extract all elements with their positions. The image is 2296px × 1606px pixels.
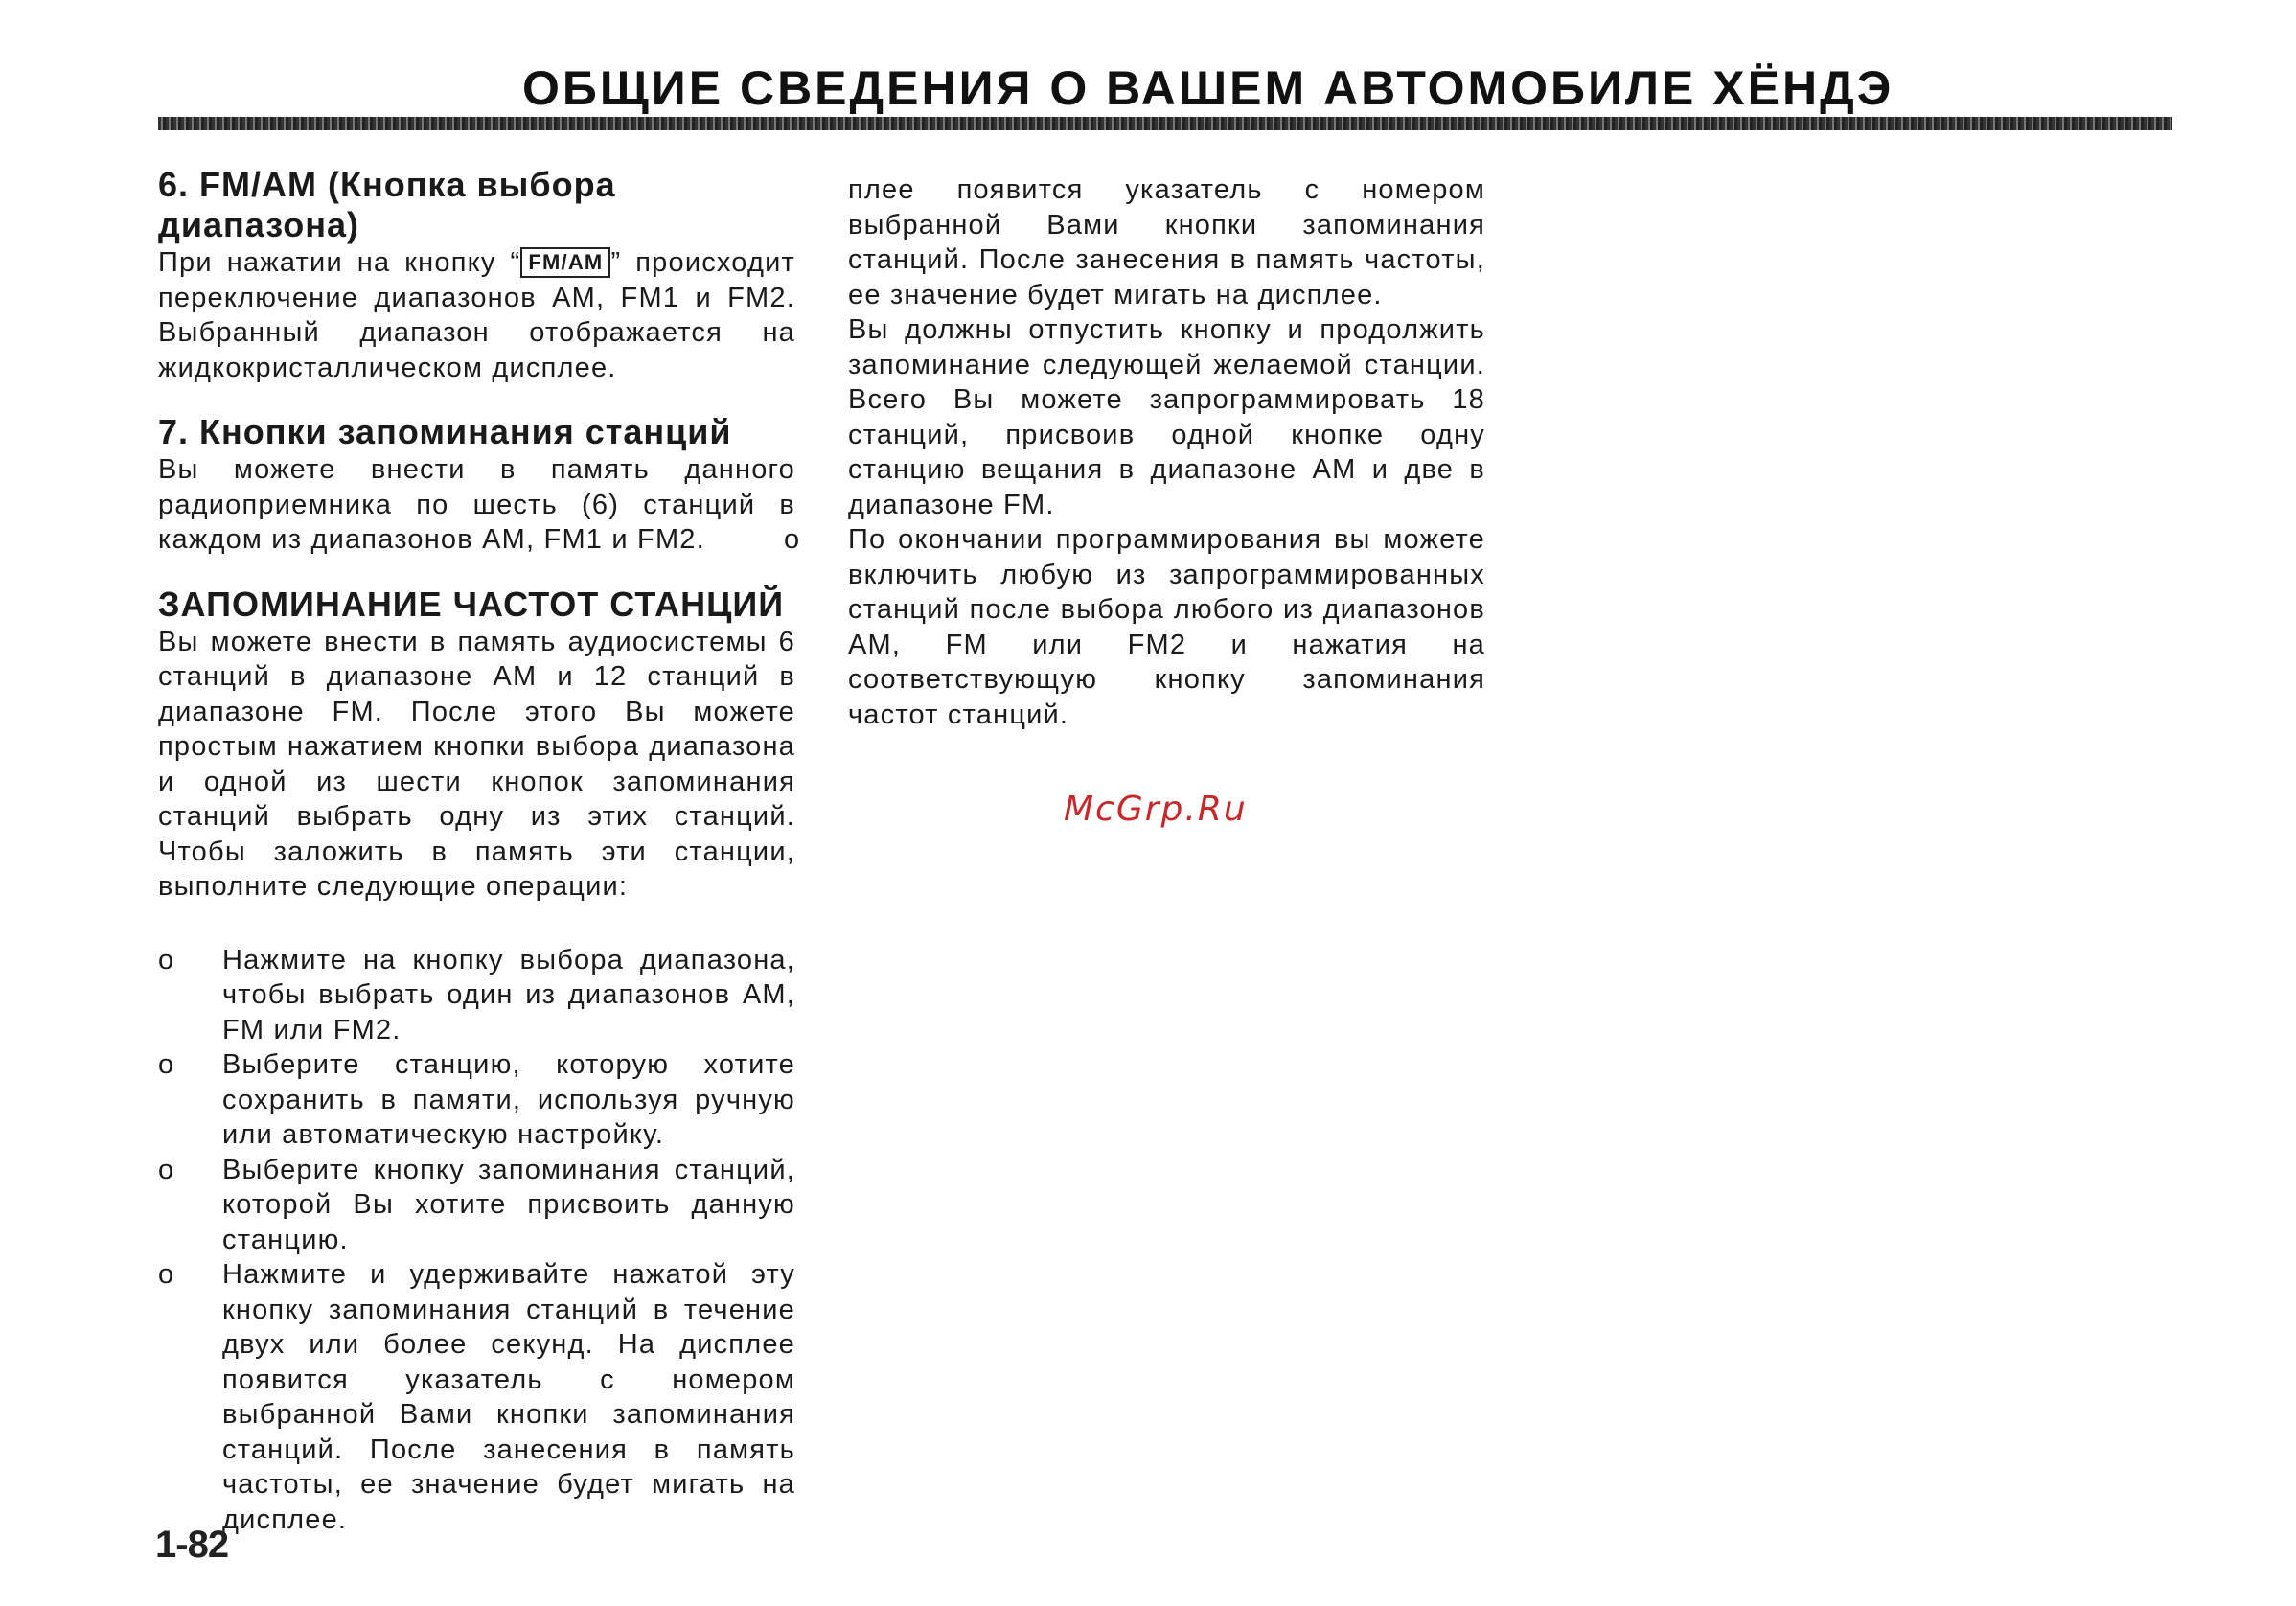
bullet: o	[158, 1259, 175, 1290]
bullet: o	[158, 1154, 175, 1185]
bullet: o	[784, 524, 801, 555]
section-text-memory: Вы можете внести в память аудиосистемы 6 станций в диапазоне AM и 12 станций в диапазоне FM. После этого Вы можете простым нажатием кнопки выбора диапазона и одной из шести кнопок запоминания станций выбрать одну из этих станций. Чтобы заложить в память эти станции, выполните следующие операции:	[158, 626, 795, 902]
section-text-preset: Вы можете внести в память данного радиоприемника по шесть (6) станций в каждом из диапазонов AM, FM1 и FM2.	[158, 454, 795, 555]
section-memory	[158, 585, 795, 1538]
release-button-text: Вы должны отпустить кнопку и продолжить запоминание следующей желаемой станции. Всего Вы можете запрограммировать 18 станций, присвоив одной кнопке одну станцию вещания в диапазоне AM и две в диапазоне FM.	[848, 314, 1485, 520]
section-heading-memory: ЗАПОМИНАНИЕ ЧАСТОТ СТАНЦИЙ	[158, 584, 785, 624]
watermark: McGrp.Ru	[1064, 790, 1248, 829]
list-item	[158, 1047, 795, 1153]
left-column	[158, 165, 795, 1564]
fm-am-button-label: FM/AM	[520, 247, 610, 278]
text-before-button: При нажатии на кнопку “	[158, 247, 521, 278]
list-item-text: Нажмите на кнопку выбора диапазона, чтобы выбрать один из диапазонов AM, FM или FM2.	[222, 944, 795, 1045]
section-text-fm-am	[158, 245, 795, 385]
bullet: o	[158, 1049, 175, 1080]
list-item-text: Выберите станцию, которую хотите сохранить в памяти, используя ручную или автоматическую настройку.	[222, 1049, 795, 1150]
section-fm-am	[158, 165, 795, 385]
page-title: ОБЩИЕ СВЕДЕНИЯ О ВАШЕМ АВТОМОБИЛЕ ХЁНДЭ	[522, 61, 1894, 115]
list-item	[158, 1257, 795, 1537]
page-number: 1-82	[155, 1524, 229, 1566]
list-item	[784, 522, 1485, 732]
memory-steps-list	[158, 943, 795, 1538]
list-item	[158, 1153, 795, 1258]
list-item	[158, 943, 795, 1048]
section-heading-preset: 7. Кнопки запоминания станций	[158, 412, 732, 451]
right-column	[784, 172, 1485, 732]
list-item-text: Выберите кнопку запоминания станций, которой Вы хотите присвоить данную станцию.	[222, 1154, 795, 1255]
continued-text: плее появится указатель с номером выбранной Вами кнопки запоминания станций. После занесения в память частоты, ее значение будет мигать на дисплее.	[848, 174, 1485, 310]
header-rule	[158, 117, 2172, 130]
list-item-text: Нажмите и удерживайте нажатой эту кнопку запоминания станций в течение двух или более секунд. На дисплее появится указатель с номером выбранной Вами кнопки запоминания станций. После занесения в память частоты, ее значение будет мигать на дисплее.	[222, 1259, 795, 1535]
section-preset-buttons	[158, 412, 795, 558]
text-after-button: ” происходит переключение диапазонов AM, FM1 и FM2. Выбранный диапазон отображается на жидкокристаллическом дисплее.	[158, 247, 795, 383]
bullet: o	[158, 944, 175, 975]
section-heading-fm-am: 6. FM/AM (Кнопка выбора диапазона)	[158, 165, 616, 244]
list-item-text: По окончании программирования вы можете включить любую из запрограммированных станций после выбора любого из диапазонов AM, FM или FM2 и нажатия на соответствующую кнопку запоминания частот станций.	[848, 524, 1485, 730]
